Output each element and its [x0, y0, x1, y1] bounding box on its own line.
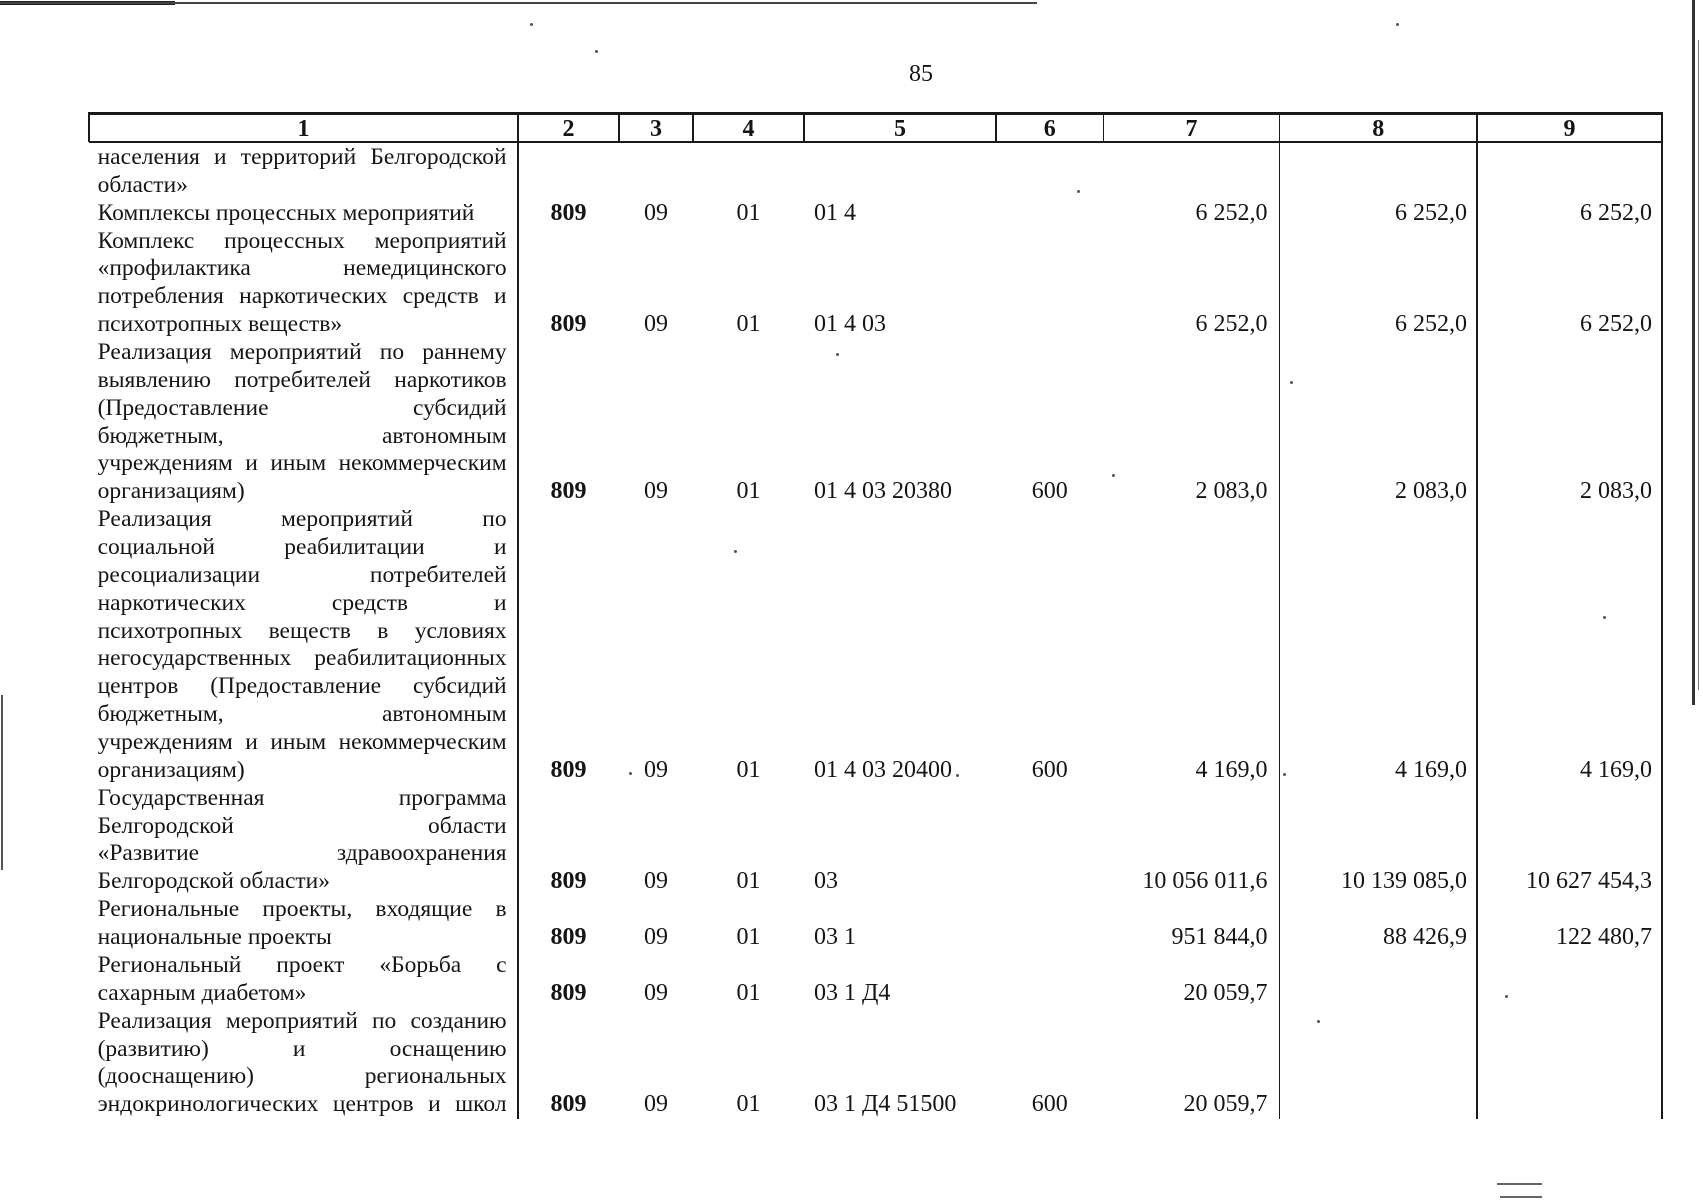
cell-amount-col7: 10 056 011,6	[1142, 868, 1268, 895]
item-name-line: Белгородской области»	[97, 868, 330, 895]
scan-speck	[530, 23, 533, 26]
word: в	[495, 896, 507, 923]
cell-amount-col7: 20 059,7	[1183, 979, 1268, 1006]
cell-amount-col8: 2 083,0	[1395, 478, 1467, 505]
table-row	[89, 1008, 1662, 1119]
word: наркотических	[239, 283, 388, 310]
word: веществ	[268, 617, 351, 644]
word: некоммерческим	[338, 729, 507, 756]
table-row	[89, 896, 1662, 952]
word: Государственная	[97, 784, 265, 811]
cell-subsection: 01	[736, 868, 761, 895]
cell-target-article: 03 1 Д4 51500	[814, 1091, 957, 1118]
cell-item-name	[89, 144, 518, 200]
word: социальной	[97, 534, 215, 561]
word: и	[494, 589, 507, 616]
word: автономным	[381, 422, 507, 449]
page-number: 85	[909, 61, 933, 87]
word: раннему	[422, 339, 507, 366]
cell-agency-code: 809	[550, 756, 587, 783]
item-name-line	[98, 785, 507, 813]
word: бюджетным,	[97, 422, 224, 449]
word: входящие	[375, 896, 473, 923]
item-name-line	[98, 896, 507, 924]
scan-artifact	[1500, 1196, 1542, 1198]
scan-speck	[1396, 23, 1399, 26]
word: выявлению	[97, 366, 211, 393]
item-name-line: организациям)	[97, 756, 245, 783]
item-name-line	[98, 701, 507, 729]
item-name-line	[98, 450, 507, 478]
cell-amount-col8	[1280, 1008, 1478, 1119]
column-header: 5	[894, 116, 906, 142]
cell-amount-col9: 6 252,0	[1580, 311, 1652, 338]
scan-speck	[595, 50, 598, 53]
cell-amount-col7: 4 169,0	[1195, 756, 1268, 783]
cell-amount-col9	[1477, 952, 1662, 1008]
word: проекты,	[262, 896, 353, 923]
word: области	[428, 812, 507, 839]
word: с	[496, 951, 507, 978]
cell-item-name	[89, 785, 518, 896]
word: средств	[402, 283, 479, 310]
cell-amount-col7: 2 083,0	[1195, 478, 1268, 505]
cell-agency-code: 809	[550, 868, 587, 895]
word: Реализация	[97, 1007, 212, 1034]
column-header: 2	[562, 116, 575, 142]
cell-agency-code: 809	[550, 478, 587, 505]
word: иным	[270, 729, 327, 756]
word: мероприятий	[225, 1007, 358, 1034]
table-row	[89, 228, 1662, 339]
word: центров	[97, 673, 179, 700]
word: по	[371, 1007, 397, 1034]
cell-section	[619, 144, 693, 200]
cell-expense-type	[996, 785, 1104, 896]
cell-item-name	[89, 952, 518, 1008]
cell-target-article: 01 4 03	[814, 311, 886, 338]
word: потребителей	[369, 561, 507, 588]
item-name-line	[98, 1091, 507, 1119]
item-name-line	[98, 618, 507, 646]
word: автономным	[381, 701, 507, 728]
column-header: 3	[650, 116, 662, 142]
table-header	[89, 115, 1662, 143]
cell-amount-col8: 6 252,0	[1395, 311, 1467, 338]
cell-amount-col7: 6 252,0	[1195, 199, 1268, 226]
cell-expense-type	[996, 144, 1104, 200]
item-name-line	[98, 283, 507, 311]
cell-section: 09	[644, 924, 668, 951]
item-name-line	[98, 255, 507, 283]
word: и	[292, 1035, 306, 1062]
cell-item-name	[89, 339, 518, 506]
item-name-line	[98, 813, 507, 841]
cell-agency-code: 809	[550, 199, 587, 226]
item-name-line	[98, 840, 507, 868]
cell-item-name	[89, 506, 518, 785]
word: ресоциализации	[97, 561, 261, 588]
cell-expense-type	[996, 896, 1104, 952]
table-row	[89, 785, 1662, 896]
cell-agency-code	[518, 144, 619, 200]
cell-target-article: 01 4 03 20400	[814, 756, 952, 783]
cell-agency-code: 809	[550, 979, 587, 1006]
scan-artifact	[1497, 1183, 1542, 1185]
word: населения	[97, 144, 200, 170]
cell-subsection: 01	[736, 478, 761, 505]
cell-item-name	[89, 1008, 518, 1119]
cell-subsection	[693, 144, 804, 200]
cell-section: 09	[644, 979, 668, 1006]
table-row	[89, 339, 1662, 506]
word: проект	[276, 951, 345, 978]
word: «профилактика	[97, 255, 251, 282]
item-name-line: национальные проекты	[97, 924, 332, 951]
item-name-line	[98, 339, 507, 367]
word: «Развитие	[97, 840, 200, 867]
cell-subsection: 01	[736, 924, 761, 951]
cell-amount-col8: 10 139 085,0	[1341, 868, 1467, 895]
word: условиях	[414, 617, 507, 644]
cell-subsection: 01	[736, 756, 761, 783]
word: наркотических	[97, 589, 246, 616]
word: Комплекс	[97, 227, 195, 254]
column-header: 9	[1563, 116, 1576, 142]
cell-expense-type	[996, 228, 1104, 339]
word: мероприятий	[374, 227, 507, 254]
word: созданию	[410, 1007, 507, 1034]
word: и	[494, 534, 507, 561]
cell-amount-col9: 122 480,7	[1556, 924, 1652, 951]
word: территорий	[240, 144, 357, 170]
item-name-line	[98, 673, 507, 701]
word: и	[245, 729, 258, 756]
cell-section: 09	[644, 756, 668, 783]
word: процессных	[224, 227, 345, 254]
word: и	[428, 1091, 441, 1118]
item-name-line	[98, 144, 507, 172]
word: мероприятий	[229, 339, 362, 366]
table-row	[89, 200, 1662, 228]
table-body	[89, 144, 1662, 1119]
cell-target-article	[804, 144, 996, 200]
word: Белгородской	[97, 812, 234, 839]
word: и	[245, 450, 258, 477]
cell-expense-type: 600	[1031, 756, 1068, 783]
table-row	[89, 952, 1662, 1008]
word: Белгородской	[370, 144, 507, 170]
item-name-line	[98, 367, 507, 395]
word: бюджетным,	[97, 701, 224, 728]
cell-item-name	[89, 228, 518, 339]
word: иным	[270, 450, 327, 477]
cell-amount-col9	[1477, 144, 1662, 200]
word: «Борьба	[379, 951, 462, 978]
word: оснащению	[389, 1035, 507, 1062]
word: субсидий	[412, 673, 507, 700]
word: (Предоставление	[97, 394, 269, 421]
word: по	[379, 339, 405, 366]
item-name-line	[98, 729, 507, 757]
cell-item-name	[89, 200, 518, 228]
item-name-line: сахарным диабетом»	[97, 979, 307, 1006]
column-header: 4	[742, 116, 755, 142]
item-name-line	[98, 423, 507, 451]
item-name-line: психотропных веществ»	[97, 311, 343, 338]
item-name-line	[98, 1008, 507, 1036]
cell-amount-col8: 6 252,0	[1395, 199, 1467, 226]
table-row	[89, 144, 1662, 200]
word: Реализация	[97, 339, 212, 366]
cell-section: 09	[644, 199, 668, 226]
cell-subsection: 01	[736, 311, 761, 338]
word: субсидий	[412, 394, 507, 421]
item-name-line	[98, 228, 507, 256]
item-name-line	[98, 562, 507, 590]
cell-amount-col8	[1280, 952, 1478, 1008]
scan-artifact	[1, 695, 3, 870]
word: региональных	[364, 1063, 507, 1090]
cell-subsection: 01	[736, 979, 761, 1006]
cell-subsection: 01	[736, 199, 761, 226]
cell-section: 09	[644, 1091, 668, 1118]
column-header: 1	[297, 116, 310, 142]
cell-section: 09	[644, 478, 668, 505]
item-name-line	[98, 590, 507, 618]
column-header: 6	[1043, 116, 1056, 142]
word: потребителей	[234, 366, 371, 393]
cell-amount-col7: 6 252,0	[1195, 311, 1268, 338]
word: центров	[332, 1091, 414, 1118]
cell-subsection: 01	[736, 1091, 761, 1118]
word: (дооснащению)	[97, 1063, 254, 1090]
word: учреждениям	[97, 450, 233, 477]
item-name-line	[98, 534, 507, 562]
word: школ	[455, 1091, 507, 1118]
item-name-line: области»	[97, 171, 188, 198]
cell-amount-col9: 6 252,0	[1580, 199, 1652, 226]
cell-agency-code: 809	[550, 1091, 587, 1118]
cell-expense-type: 600	[1031, 1091, 1068, 1118]
word: реабилитационных	[314, 645, 507, 672]
word: наркотиков	[394, 366, 507, 393]
cell-target-article: 01 4 03 20380	[814, 478, 952, 505]
item-name-line	[98, 395, 507, 423]
cell-target-article: 03 1	[814, 924, 856, 951]
word: программа	[398, 784, 507, 811]
item-name-line: Комплексы процессных мероприятий	[97, 199, 475, 226]
item-name-line	[98, 1063, 507, 1091]
cell-amount-col7	[1104, 144, 1280, 200]
word: (развитию)	[97, 1035, 209, 1062]
cell-target-article: 03	[814, 868, 838, 895]
column-header: 8	[1372, 116, 1385, 142]
item-name-line: организациям)	[97, 478, 245, 505]
column-header: 7	[1185, 116, 1198, 142]
word: некоммерческим	[338, 450, 507, 477]
word: потребления	[97, 283, 224, 310]
word: негосударственных	[97, 645, 292, 672]
cell-amount-col7: 951 844,0	[1171, 924, 1268, 951]
word: учреждениям	[97, 729, 233, 756]
cell-section: 09	[644, 868, 668, 895]
cell-section: 09	[644, 311, 668, 338]
item-name-line	[98, 645, 507, 673]
cell-expense-type	[996, 952, 1104, 1008]
word: Реализация	[97, 506, 212, 533]
word: средств	[331, 589, 408, 616]
word: и	[494, 283, 507, 310]
cell-expense-type	[996, 200, 1104, 228]
item-name-line	[98, 952, 507, 980]
word: Региональный	[97, 951, 242, 978]
word: и	[214, 144, 227, 170]
word: по	[482, 506, 507, 533]
cell-agency-code: 809	[550, 924, 587, 951]
cell-amount-col9: 4 169,0	[1580, 756, 1652, 783]
cell-target-article: 03 1 Д4	[814, 979, 891, 1006]
word: мероприятий	[281, 506, 413, 533]
table-row	[89, 506, 1662, 785]
word: Региональные	[97, 896, 240, 923]
cell-amount-col8	[1280, 144, 1478, 200]
word: реабилитации	[284, 534, 425, 561]
cell-expense-type: 600	[1031, 478, 1068, 505]
cell-amount-col9: 10 627 454,3	[1526, 868, 1652, 895]
cell-amount-col8: 4 169,0	[1395, 756, 1467, 783]
word: здравоохранения	[336, 840, 507, 867]
word: в	[377, 617, 389, 644]
word: эндокринологических	[97, 1091, 319, 1118]
cell-amount-col9: 2 083,0	[1580, 478, 1652, 505]
cell-agency-code: 809	[550, 311, 587, 338]
cell-amount-col8: 88 426,9	[1383, 924, 1467, 951]
word: немедицинского	[343, 255, 507, 282]
word: психотропных	[97, 617, 243, 644]
cell-amount-col9	[1477, 1008, 1662, 1119]
cell-target-article: 01 4	[814, 199, 856, 226]
item-name-line	[98, 1036, 507, 1064]
scan-artifact	[1698, 40, 1699, 690]
cell-amount-col7: 20 059,7	[1183, 1091, 1268, 1118]
item-name-line	[98, 506, 507, 534]
cell-item-name	[89, 896, 518, 952]
word: (Предоставление	[210, 673, 382, 700]
scan-artifact	[1692, 0, 1695, 705]
scan-artifact	[0, 2, 1037, 4]
